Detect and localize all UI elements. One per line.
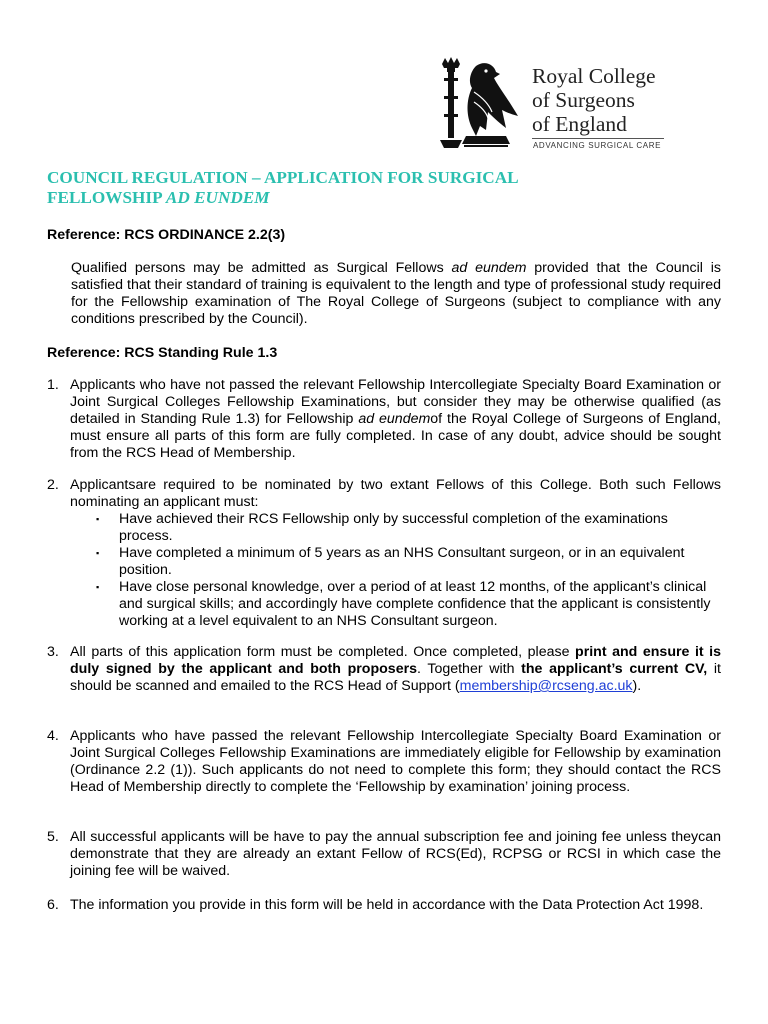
item-3-text-2: . Together with <box>417 661 522 677</box>
intro-paragraph <box>71 260 721 328</box>
list-item-1 <box>47 377 721 462</box>
title-line-1: COUNCIL REGULATION – APPLICATION FOR SURGICAL <box>47 168 519 187</box>
item-number: 1. <box>47 377 59 393</box>
item-3-text-1: All parts of this application form must be completed. Once completed, please <box>70 644 576 660</box>
item-number: 5. <box>47 829 59 845</box>
bullet-text: Have achieved their RCS Fellowship only by successful completion of the examinations process. <box>119 511 668 544</box>
item-3-bold-1: print and ensure it is duly signed by the applicant and both proposers <box>70 644 721 677</box>
intro-italic: ad eundem <box>451 260 527 276</box>
intro-text-2: provided that the Council is satisfied that their standard of training is equivalent to the length and type of professional study required for the Fellowship examination of The Royal College of Surgeons (subject to compliance with any conditions prescribed by the Council). <box>71 260 721 327</box>
eagle-crest-icon <box>436 56 526 152</box>
item-number: 4. <box>47 728 59 744</box>
bullet-square-icon: ▪ <box>96 514 100 524</box>
title-line-2-prefix: FELLOWSHIP <box>47 188 166 207</box>
bullet-item <box>70 579 721 630</box>
item-3-text-4: ). <box>632 678 642 694</box>
item-1-text-2: of the Royal College of Surgeons of England, must ensure all parts of this form are fully completed. In case of any doubt, advice should be sought from the RCS Head of Membership. <box>70 411 722 461</box>
item-text <box>70 377 721 462</box>
item-1-italic: ad eundem <box>358 411 431 427</box>
item-3-text-3: it should be scanned and emailed to the RCS Head of Support ( <box>70 661 721 694</box>
rcs-logo <box>436 56 676 156</box>
item-1-text-1: Applicants who have not passed the relevant Fellowship Intercollegiate Specialty Board Examination or Joint Surgical Colleges Fellowship Examinations, but consider they may be otherwise qualified (as detailed in Standing Rule 1.3) for Fellowship <box>70 377 721 427</box>
item-text: The information you provide in this form will be held in accordance with the Data Protection Act 1998. <box>70 897 704 913</box>
bullet-square-icon: ▪ <box>96 582 100 592</box>
list-item-2 <box>47 477 721 630</box>
item-number: 2. <box>47 477 59 493</box>
email-link[interactable]: membership@rcseng.ac.uk <box>459 678 633 694</box>
title-line-2-italic: AD EUNDEM <box>165 188 270 207</box>
list-item-4 <box>47 728 721 796</box>
bullet-text: Have completed a minimum of 5 years as an NHS Consultant surgeon, or in an equivalent position. <box>119 545 685 578</box>
item-text <box>70 477 721 630</box>
bullet-item <box>70 545 721 579</box>
bullet-text: Have close personal knowledge, over a period of at least 12 months, of the applicant’s clinical and surgical skills; and accordingly have complete confidence that the applicant is consistently working at a level equivalent to an NHS Consultant surgeon. <box>119 579 711 629</box>
logo-wordmark <box>532 64 656 136</box>
logo-divider <box>532 138 664 139</box>
document-title <box>47 168 687 208</box>
bullet-item <box>70 511 721 545</box>
list-item-5 <box>47 829 721 880</box>
item-3-bold-2: the applicant’s current CV, <box>521 661 708 677</box>
reference-standing-rule: Reference: RCS Standing Rule 1.3 <box>47 345 278 361</box>
item-number: 3. <box>47 644 59 660</box>
logo-line-1: Royal College <box>532 64 656 88</box>
logo-tagline: ADVANCING SURGICAL CARE <box>533 141 662 150</box>
title-line-2 <box>47 188 687 208</box>
list-item-3 <box>47 644 721 695</box>
list-item-6 <box>47 897 721 914</box>
bullet-square-icon: ▪ <box>96 548 100 558</box>
logo-line-3: of England <box>532 112 627 136</box>
logo-line-2: of Surgeons <box>532 88 635 112</box>
item-2-text: Applicantsare required to be nominated by two extant Fellows of this College. Both such Fellows nominating an applicant must: <box>70 477 721 510</box>
intro-text-1: Qualified persons may be admitted as Surgical Fellows <box>71 260 452 276</box>
reference-ordinance: Reference: RCS ORDINANCE 2.2(3) <box>47 227 286 243</box>
item-text: All successful applicants will be have to pay the annual subscription fee and joining fee unless theycan demonstrate that they are already an extant Fellow of RCS(Ed), RCPSG or RCSI in which case the joining fee will be waived. <box>70 829 721 879</box>
item-text <box>70 644 721 695</box>
item-2-bullets <box>70 511 721 630</box>
item-number: 6. <box>47 897 59 913</box>
item-text: Applicants who have passed the relevant Fellowship Intercollegiate Specialty Board Examination or Joint Surgical Colleges Fellowship Examinations are immediately eligible for Fellowship by examination (Ordinance 2.2 (1)). Such applicants do not need to complete this form; they should contact the RCS Head of Membership directly to complete the ‘Fellowship by examination’ joining process. <box>70 728 721 795</box>
